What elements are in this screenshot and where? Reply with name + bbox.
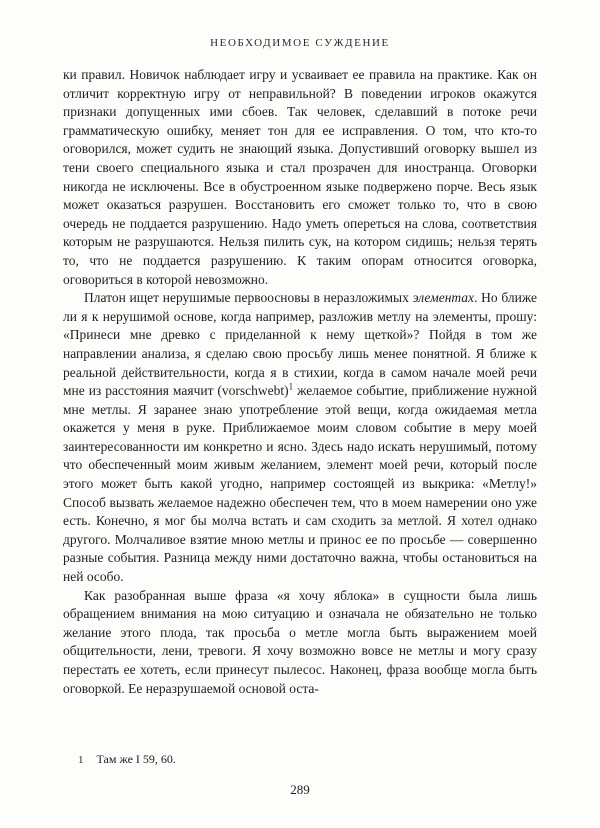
text-run: ки правил. Новичок наблюдает игру и усваивает ее правила на практике. Как он отличит корректную игру от неправильной? В поведении игроков окажутся признаки допущенных ими сбоев. Так человек, сделавший в потоке речи грамматическую ошибку, меняет тон для ее исправления. О том, что кто-то оговорился, может судить не знающий языка. Допустивший оговорку вышел из тени своего специального языка и стал прозрачен для иностранца. Оговорки никогда не исключены. Все в обустроенном языке подвержено порче. Весь язык может оказаться разрушен. Восстановить его сможет только то, что в свою очередь не поддается разрушению. Надо уметь опереться на слова, соответствия которым не разрушаются. Нельзя пилить сук, на котором сидишь; нельзя терять то, что не поддается разрушению. К таким опорам относится оговорка, оговориться в которой невозможно. (63, 67, 537, 287)
running-head: НЕОБХОДИМОЕ СУЖДЕНИЕ (210, 37, 390, 49)
text-run: желаемое событие, приближение нужной мне метлы. Я заранее знаю употребление этой вещи, когда ожидаемая метла окажется у меня в руке. Приближаемое моим словом событие в меру моей заинтересованности им конкретно и ясно. Здесь надо искать нерушимый, потому что обеспеченный моим живым желанием, элемент моей речи, который после этого может быть какой угодно, например состоящей из выкрика: «Метлу!» Способ вызвать желаемое надежно обеспечен тем, что в моем намерении оно уже есть. Конечно, я мог бы молча встать и сам сходить за метлой. Я хотел однако другого. Молчаливое взятие мною метлы и принос ее по просьбе — совершенно разные события. Разница между ними достаточно важна, чтобы остановиться на ней особо. (63, 383, 537, 585)
text-run: Платон ищет нерушимые первоосновы в неразложимых (84, 290, 413, 306)
paragraph (63, 587, 537, 699)
paragraph (63, 289, 537, 587)
footnote-marker: 1 (78, 754, 84, 766)
text-run: элементах (412, 290, 475, 306)
page-number: 289 (290, 782, 310, 797)
text-run: . Но ближе ли я к нерушимой основе, когда например, разложив метлу на элементы, прошу: «Принеси мне древко с приделанной к нему щеткой»? Пойдя в том же направлении анализа, я сделаю свою просьбу лишь менее понятной. Я ближе к реальной действительности, когда я в стихии, когда в самом начале моей речи мне из расстояния маячит (vorschwebt) (63, 290, 537, 399)
footnote (63, 752, 537, 768)
footnote-text: Там же I 59, 60. (96, 752, 176, 766)
paragraph (63, 66, 537, 289)
text-run: 1 (288, 381, 294, 392)
body-text (63, 66, 537, 698)
text-run: Как разобранная выше фраза «я хочу яблока» в сущности была лишь обращением внимания на мою ситуацию и означала не обязательно не только желание этого плода, так просьба о метле могла быть выражением моей общительности, лени, тревоги. Я хочу возможно вовсе не метлы и могу сразу перестать ее хотеть, если принесут пылесос. Наконец, фраза вообще могла быть оговоркой. Ее неразрушаемой основой оста- (63, 587, 537, 696)
